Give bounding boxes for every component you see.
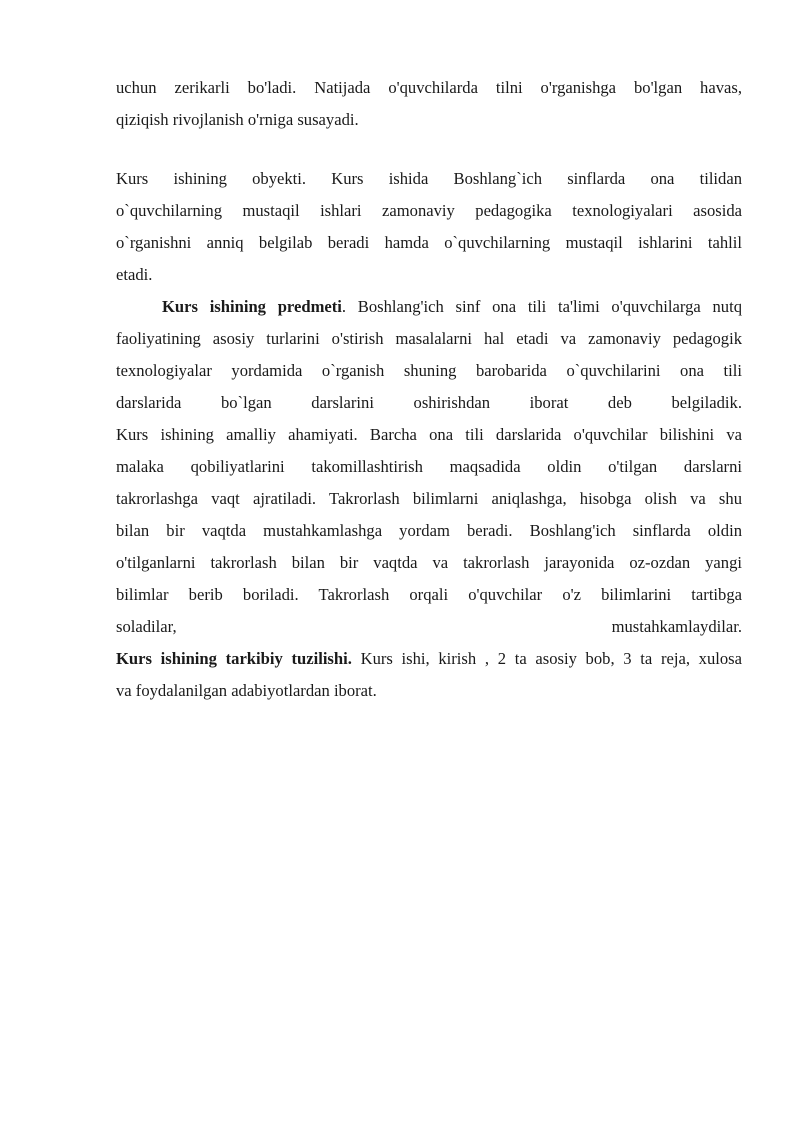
paragraph-intro [116, 72, 742, 136]
text-line: darslarida bo`lgan darslarini oshirishdan iborat deb belgiladik. [116, 393, 742, 412]
text-line: o`rganishni anniq belgilab beradi hamda o`quvchilarning mustaqil ishlarini tahlil [116, 233, 742, 252]
text-line: Kurs ishining obyekti. Kurs ishida Boshlang`ich sinflarda ona tilidan [116, 169, 742, 188]
text-line: malaka qobiliyatlarini takomillashtirish maqsadida oldin o'tilgan darslarni [116, 457, 742, 476]
text-line: Kurs ishining amalliy ahamiyati. Barcha ona tili darslarida o'quvchilar bilishini va [116, 425, 742, 444]
document-page [116, 72, 742, 707]
text-line: takrorlashga vaqt ajratiladi. Takrorlash bilimlarni aniqlashga, hisobga olish va shu [116, 489, 742, 508]
section-heading: Kurs ishining predmeti [162, 297, 342, 316]
text-line: o'tilganlarni takrorlash bilan bir vaqtda va takrorlash jarayonida oz-ozdan yangi [116, 553, 742, 572]
paragraph-gap [116, 136, 742, 163]
text-segment: . Boshlang'ich sinf ona tili ta'limi o'quvchilarga nutq [341, 297, 742, 316]
text-line: bilan bir vaqtda mustahkamlashga yordam beradi. Boshlang'ich sinflarda oldin [116, 521, 742, 540]
text-line: etadi. [116, 265, 153, 284]
text-line: soladilar, mustahkamlaydilar. [116, 617, 742, 636]
text-line [116, 291, 742, 323]
text-line: bilimlar berib boriladi. Takrorlash orqali o'quvchilar o'z bilimlarini tartibga [116, 585, 742, 604]
text-segment: Kurs ishi, kirish , 2 ta asosiy bob, 3 ta reja, xulosa [351, 649, 742, 668]
paragraph-object [116, 163, 742, 291]
section-heading: Kurs ishining tarkibiy tuzilishi. [116, 649, 352, 668]
text-line [116, 643, 742, 675]
text-line: faoliyatining asosiy turlarini o'stirish masalalarni hal etadi va zamonaviy pedagogik [116, 329, 742, 348]
text-line: o`quvchilarning mustaqil ishlari zamonaviy pedagogika texnologiyalari asosida [116, 201, 742, 220]
text-line: uchun zerikarli bo'ladi. Natijada o'quvchilarda tilni o'rganishga bo'lgan havas, [116, 78, 742, 97]
paragraph-subject [116, 291, 742, 643]
paragraph-structure [116, 643, 742, 707]
text-line: qiziqish rivojlanish o'rniga susayadi. [116, 110, 359, 129]
text-line: va foydalanilgan adabiyotlardan iborat. [116, 681, 377, 700]
text-line: texnologiyalar yordamida o`rganish shuning barobarida o`quvchilarini ona tili [116, 361, 742, 380]
